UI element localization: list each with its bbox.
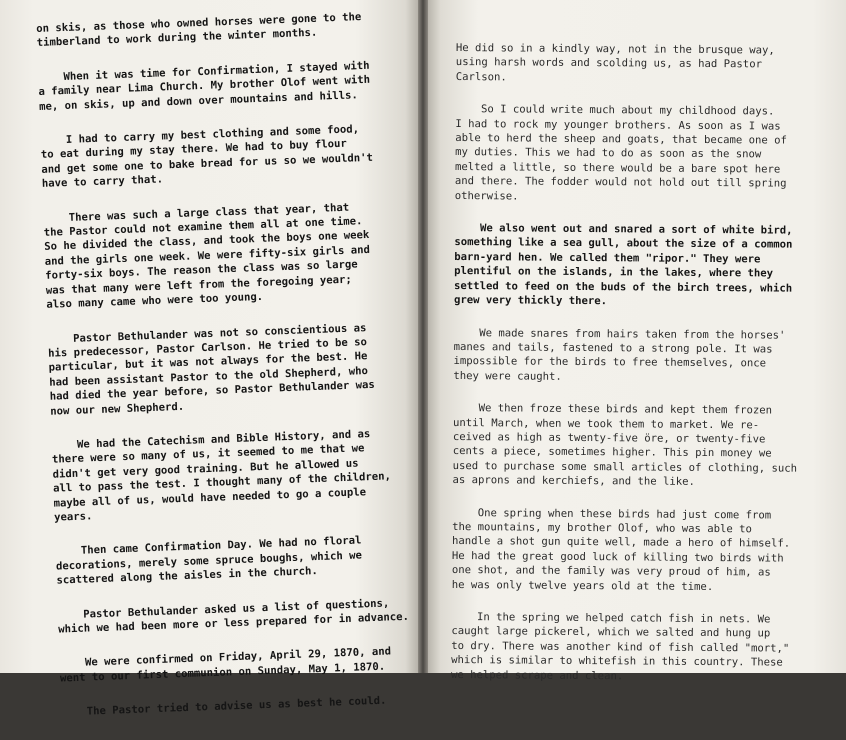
paragraph: We had the Catechism and Bible History, and as there were so many of us, it seemed to me that we didn't get very good training. But he allowed us all to pass the test. I thought many of the children, maybe all of us, would have needed to go a couple years. bbox=[51, 427, 392, 524]
right-page-text bbox=[451, 41, 836, 703]
paragraph: Pastor Bethulander asked us a list of questions, which we had been more or less prepared for in advance. bbox=[57, 597, 410, 636]
book-gutter bbox=[418, 0, 428, 673]
paragraph: I had to carry my best clothing and some food, to eat during my stay there. We had to buy flour and get some one to bake bread for us so we wouldn't have to carry that. bbox=[40, 123, 374, 191]
paragraph: He did so in a kindly way, not in the brusque way, using harsh words and scolding us, as had Pastor Carlson. bbox=[455, 41, 775, 84]
paragraph: There was such a large class that year, that the Pastor could not examine them all at one time. So he divided the class, and took the boys one week and the girls one week. We were fifty-six girls and forty-six boys. The reason the class was so large was that many were left from the foregoing year; also many came who were too young. bbox=[42, 201, 371, 311]
paragraph: We were confirmed on Friday, April 29, 1870, and went to our first communion on Sunday, May 1, 1870. bbox=[59, 645, 392, 685]
paragraph: One spring when these birds had just come from the mountains, my brother Olof, who was able to handle a shot gun quite well, made a hero of himself. He had the great good luck of killing two birds with one shot, and the family was very proud of him, as he was only twelve years old at the time. bbox=[451, 506, 791, 593]
paragraph: We then froze these birds and kept them frozen until March, when we took them to market. We re- ceived as high as twenty-five öre, or twenty-five cents a piece, sometimes higher. This pin money we used to purchase some small articles of clothing, such as aprons and kerchiefs, and the like. bbox=[452, 402, 798, 489]
left-page bbox=[0, 0, 418, 719]
paragraph: on skis, as those who owned horses were gone to the timberland to work during the winter months. bbox=[36, 11, 362, 50]
paragraph: The Pastor tried to advise us as best he could. bbox=[61, 694, 387, 719]
left-page-text bbox=[36, 8, 432, 740]
paragraph: When it was time for Confirmation, I stayed with a family near Lima Church. My brother Olof went with me, on skis, up and down over mountains and hills. bbox=[37, 59, 371, 113]
paragraph: We made snares from hairs taken from the horses' manes and tails, fastened to a strong pole. It was impossible for the birds to free themselves, once they were caught. bbox=[453, 326, 786, 383]
paragraph: Then came Confirmation Day. We had no floral decorations, merely some spruce boughs, which we scattered along the aisles in the church. bbox=[55, 534, 363, 587]
paragraph: Pastor Bethulander was not so conscientious as his predecessor, Pastor Carlson. He tried to be so particular, but it was not always for the best. He had been assistant Pastor to the old Shepherd, who had died the year before, so Pastor Bethulander was now our new Shepherd. bbox=[47, 321, 376, 418]
right-page bbox=[428, 0, 846, 682]
paragraph: We also went out and snared a sort of white bird, something like a sea gull, about the size of a common barn-yard hen. We called them "ripor." They were plentiful on the islands, in the lakes, where they settled to feed on the buds of the birch trees, which grew very thickly there. bbox=[453, 222, 793, 308]
paragraph: So I could write much about my childhood days. I had to rock my younger brothers. As soon as I was able to herd the sheep and goats, that became one of my duties. This we had to do as soon as the snow melted a little, so there would be a bare spot here and there. The fodder would not hold out till spring otherwise. bbox=[454, 103, 787, 203]
paragraph: In the spring we helped catch fish in nets. We caught large pickerel, which we salted and hung up to dry. There was another kind of fish called "mort," which is similar to whitefish in this country. These we helped scrape and clean. bbox=[450, 610, 790, 682]
